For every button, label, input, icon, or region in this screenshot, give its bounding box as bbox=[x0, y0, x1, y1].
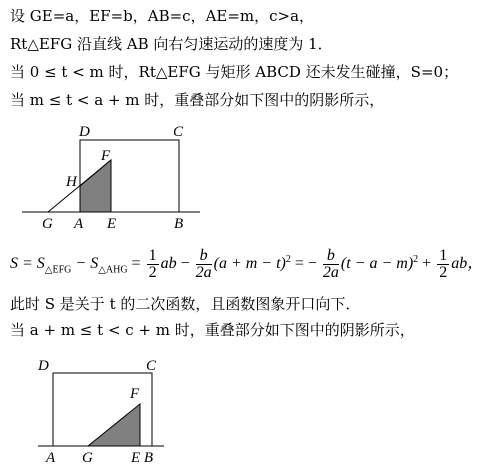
fig2-label-A: A bbox=[46, 450, 56, 466]
fig1-label-B: B bbox=[174, 216, 184, 232]
text-line-1: 设 GE=a，EF=b，AB=c，AE=m，c>a， bbox=[10, 7, 315, 25]
formula-area: $S = S_{\triangle EFG} - S_{\triangle AHG}$ = $\frac{1}{2}$ ab − $\frac{b}{2a}$ $(a + m - t)^2$ = − $\frac{b}{2a}$ $(t - a - m)^2$ + $\frac{1}{2}$ ab， bbox=[10, 247, 484, 281]
fig1-label-D: D bbox=[79, 124, 90, 140]
fraction-3: $\frac{b}{2a}$ bbox=[322, 247, 339, 281]
fraction-1: $\frac{1}{2}$ bbox=[148, 247, 157, 281]
fig2-rectangle-abcd bbox=[53, 373, 152, 446]
fig2-label-G: G bbox=[82, 450, 93, 466]
fig1-label-E: E bbox=[107, 216, 117, 232]
fig2-label-D: D bbox=[38, 358, 49, 374]
fig1-label-C: C bbox=[173, 124, 184, 140]
text-line-2: Rt△EFG 沿直线 AB 向右匀速运动的速度为 1． bbox=[10, 35, 333, 53]
text-line-3: 当 0 ≤ t < m 时，Rt△EFG 与矩形 ABCD 还未发生碰撞，S=0； bbox=[10, 63, 459, 81]
fig1-label-G: G bbox=[42, 216, 53, 232]
fraction-4: $\frac{1}{2}$ bbox=[439, 247, 448, 281]
fig1-shaded-region bbox=[80, 160, 111, 212]
text-line-5: 此时 S 是关于 t 的二次函数，且函数图象开口向下． bbox=[10, 295, 361, 313]
fig1-label-A: A bbox=[74, 216, 84, 232]
fig1-label-H: H bbox=[66, 174, 77, 190]
fig2-shaded-triangle bbox=[88, 404, 140, 446]
fig1-label-F: F bbox=[101, 148, 111, 164]
text-line-4: 当 m ≤ t < a + m 时，重叠部分如下图中的阴影所示， bbox=[10, 91, 385, 109]
fig2-label-F: F bbox=[130, 386, 140, 402]
fig2-label-EB: E B bbox=[131, 450, 154, 466]
text-line-6: 当 a + m ≤ t < c + m 时，重叠部分如下图中的阴影所示， bbox=[10, 321, 415, 339]
fraction-2: $\frac{b}{2a}$ bbox=[195, 247, 212, 281]
fig2-label-C: C bbox=[146, 358, 157, 374]
